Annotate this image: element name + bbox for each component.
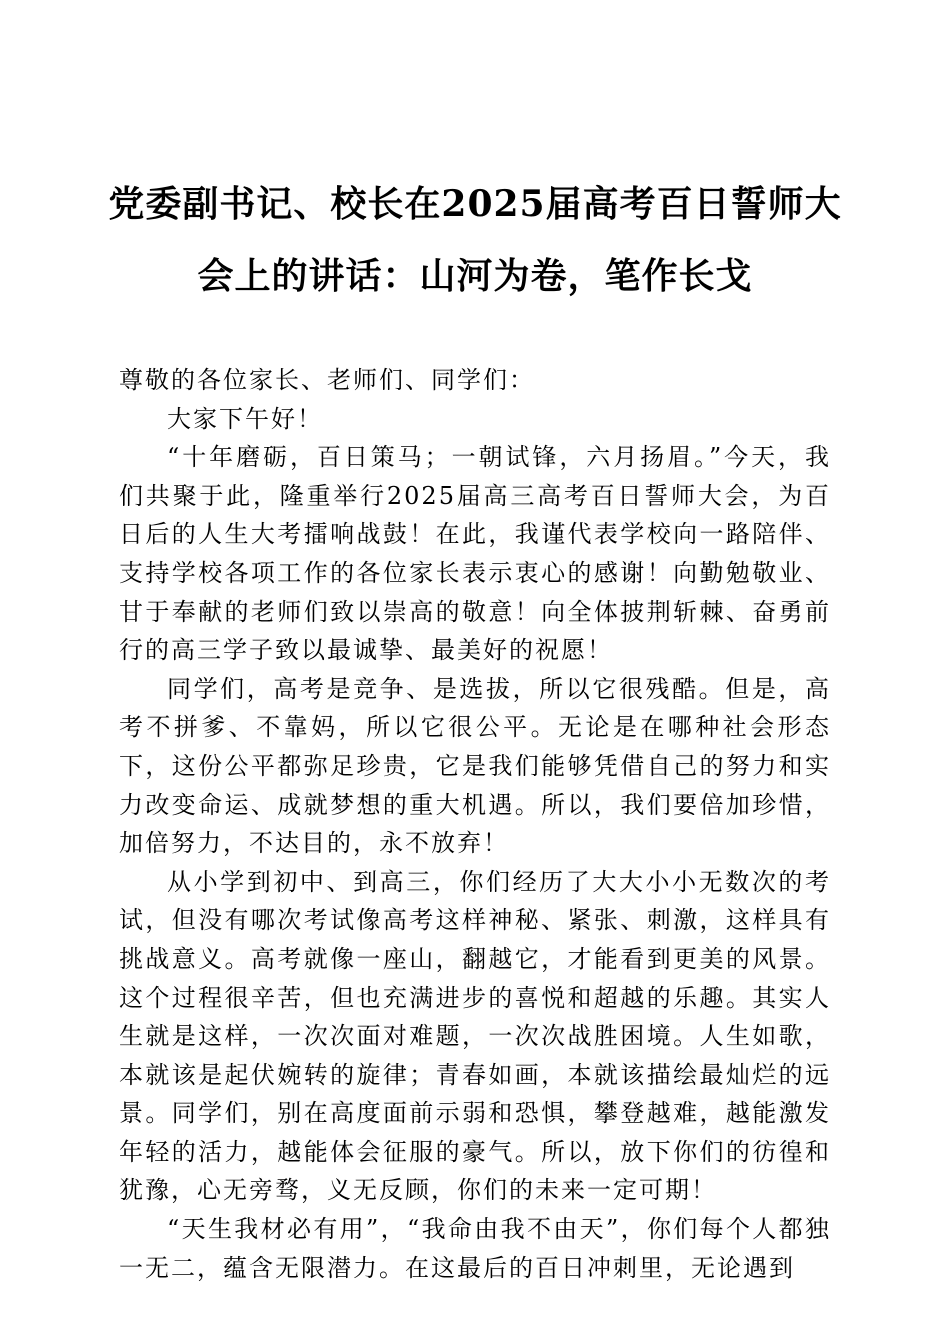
- salutation: 尊敬的各位家长、老师们、同学们：: [119, 366, 535, 394]
- title-line-1: 党委副书记、校长在2025届高考百日誓师大: [108, 183, 842, 225]
- paragraph-3: 从小学到初中、到高三，你们经历了大大小小无数次的考试，但没有哪次考试像高考这样神秘、紧张、刺激，这样具有挑战意义。高考就像一座山，翻越它，才能看到更美的风景。这个过程很辛苦，但也充满进步的喜悦和超越的乐趣。其实人生就是这样，一次次面对难题，一次次战胜困境。人生如歌，本就该是起伏婉转的旋律；青春如画，本就该描绘最灿烂的远景。同学们，别在高度面前示弱和恐惧，攀登越难，越能激发年轻的活力，越能体会征服的豪气。所以，放下你们的彷徨和犹豫，心无旁骛，义无反顾，你们的未来一定可期！: [119, 867, 831, 1205]
- paragraph-2: 同学们，高考是竞争、是选拔，所以它很残酷。但是，高考不拼爹、不靠妈，所以它很公平。无论是在哪种社会形态下，这份公平都弥足珍贵，它是我们能够凭借自己的努力和实力改变命运、成就梦想的重大机遇。所以，我们要倍加珍惜，加倍努力，不达目的，永不放弃！: [119, 674, 831, 858]
- document-body: [119, 361, 831, 1287]
- document-title: [100, 168, 850, 312]
- title-line-2: 会上的讲话：山河为卷，笔作长戈: [197, 255, 753, 297]
- paragraph-1: “十年磨砺，百日策马；一朝试锋，六月扬眉。”今天，我们共聚于此，隆重举行2025届高三高考百日誓师大会，为百日后的人生大考擂响战鼓！在此，我谨代表学校向一路陪伴、支持学校各项工作的各位家长表示衷心的感谢！向勤勉敬业、甘于奉献的老师们致以崇高的敬意！向全体披荆斩棘、奋勇前行的高三学子致以最诚挚、最美好的祝愿！: [119, 443, 831, 665]
- paragraph-greeting: 大家下午好！: [167, 404, 323, 433]
- paragraph-4: “天生我材必有用”，“我命由我不由天”，你们每个人都独一无二，蕴含无限潜力。在这最后的百日冲刺里，无论遇到: [119, 1215, 831, 1282]
